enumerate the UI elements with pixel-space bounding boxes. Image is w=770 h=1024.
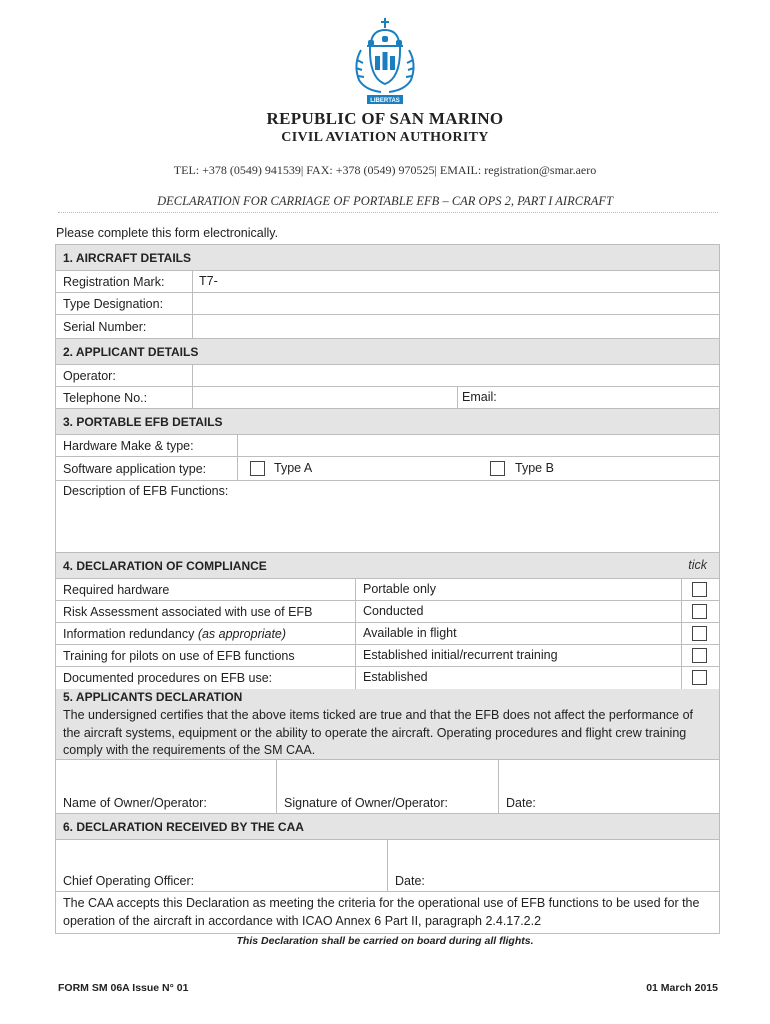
section-3-title: 3. PORTABLE EFB DETAILS (63, 414, 223, 429)
section-5-block (56, 689, 719, 760)
contact-line: TEL: +378 (0549) 941539| FAX: +378 (0549) 970525| EMAIL: registration@smar.aero (173, 163, 597, 177)
email-field[interactable] (506, 387, 719, 408)
operator-field[interactable] (193, 365, 719, 386)
type-designation-field[interactable] (193, 293, 719, 314)
telephone-label: Telephone No.: (63, 390, 148, 405)
compliance-status: Established (363, 670, 428, 684)
section-4-header (56, 553, 719, 579)
form-identifier: FORM SM 06A Issue N° 01 (58, 982, 189, 994)
compliance-checkbox[interactable] (692, 582, 707, 597)
authority-heading: CIVIL AVIATION AUTHORITY (281, 130, 489, 145)
compliance-item: Documented procedures on EFB use: (63, 671, 273, 685)
serial-number-field[interactable] (193, 315, 719, 338)
caa-acceptance-text: The CAA accepts this Declaration as meeting the criteria for the operational use of EFB functions to be used for the operation of the aircraft in accordance with ICAO Annex 6 Part II, paragraph 2.4.17.2.2 (63, 896, 700, 928)
section-6-title: 6. DECLARATION RECEIVED BY THE CAA (63, 819, 304, 834)
type-a-label: Type A (274, 461, 313, 475)
compliance-checkbox[interactable] (692, 604, 707, 619)
tick-label: tick (688, 558, 707, 572)
intro-text: Please complete this form electronically. (56, 226, 279, 240)
hardware-label: Hardware Make & type: (63, 438, 194, 453)
telephone-row (56, 387, 719, 409)
compliance-status: Available in flight (363, 626, 457, 640)
section-3-header (56, 409, 719, 435)
compliance-row (56, 667, 719, 689)
compliance-status: Conducted (363, 604, 424, 618)
registration-label: Registration Mark: (63, 274, 165, 289)
compliance-checkbox[interactable] (692, 670, 707, 685)
registration-row (56, 271, 719, 293)
emblem-motto: LIBERTAS (370, 98, 400, 104)
compliance-item: Information redundancy (as appropriate) (63, 626, 287, 641)
section-4-title: 4. DECLARATION OF COMPLIANCE (63, 558, 267, 573)
owner-name-label[interactable]: Name of Owner/Operator: (63, 796, 207, 810)
description-label: Description of EFB Functions: (63, 484, 229, 498)
type-a-checkbox[interactable] (250, 461, 265, 476)
serial-number-label: Serial Number: (63, 319, 147, 334)
compliance-item: Training for pilots on use of EFB functions (63, 648, 295, 663)
type-designation-row (56, 293, 719, 315)
declaration-form (55, 244, 720, 934)
compliance-status: Established initial/recurrent training (363, 648, 558, 662)
carriage-note: This Declaration shall be carried on board during all flights. (236, 935, 534, 947)
email-label: Email: (462, 390, 497, 404)
compliance-row (56, 601, 719, 623)
owner-date-label[interactable]: Date: (506, 796, 536, 810)
compliance-row (56, 623, 719, 645)
compliance-item: Required hardware (63, 582, 170, 597)
section-5-title: 5. APPLICANTS DECLARATION (63, 690, 243, 704)
software-label: Software application type: (63, 461, 207, 476)
description-row[interactable] (56, 481, 719, 553)
compliance-checkbox[interactable] (692, 626, 707, 641)
compliance-row (56, 645, 719, 667)
compliance-status: Portable only (363, 582, 436, 596)
operator-row (56, 365, 719, 387)
hardware-row (56, 435, 719, 457)
type-b-checkbox[interactable] (490, 461, 505, 476)
caa-acceptance-row (56, 892, 719, 935)
owner-signature-label[interactable]: Signature of Owner/Operator: (284, 796, 448, 810)
declaration-title: DECLARATION FOR CARRIAGE OF PORTABLE EFB – CAR OPS 2, PART I AIRCRAFT (157, 194, 613, 208)
section-2-header (56, 339, 719, 365)
chief-officer-label[interactable]: Chief Operating Officer: (63, 874, 195, 888)
section-1-title: 1. AIRCRAFT DETAILS (63, 250, 191, 265)
compliance-row (56, 579, 719, 601)
section-2-title: 2. APPLICANT DETAILS (63, 344, 199, 359)
type-b-label: Type B (515, 461, 554, 475)
telephone-field[interactable] (193, 387, 456, 408)
applicant-declaration-text: The undersigned certifies that the above items ticked are true and that the EFB does not affect the performance of the aircraft systems, equipment or the ability to operate the aircraft. Operating procedures and flight crew training comply with the requirements of the SM CAA. (63, 708, 693, 757)
san-marino-emblem-icon (345, 16, 425, 108)
operator-label: Operator: (63, 368, 116, 383)
registration-field[interactable]: T7- (199, 274, 218, 288)
caa-signature-row (56, 840, 719, 892)
type-designation-label: Type Designation: (63, 296, 164, 311)
signature-row (56, 760, 719, 814)
serial-number-row (56, 315, 719, 339)
republic-heading: REPUBLIC OF SAN MARINO (266, 109, 504, 128)
section-6-header (56, 814, 719, 840)
hardware-field[interactable] (238, 435, 719, 456)
section-1-header (56, 245, 719, 271)
compliance-item: Risk Assessment associated with use of EFB (63, 604, 313, 619)
software-row (56, 457, 719, 481)
caa-date-label[interactable]: Date: (395, 874, 425, 888)
compliance-checkbox[interactable] (692, 648, 707, 663)
title-divider (58, 212, 718, 213)
form-date: 01 March 2015 (646, 982, 718, 994)
